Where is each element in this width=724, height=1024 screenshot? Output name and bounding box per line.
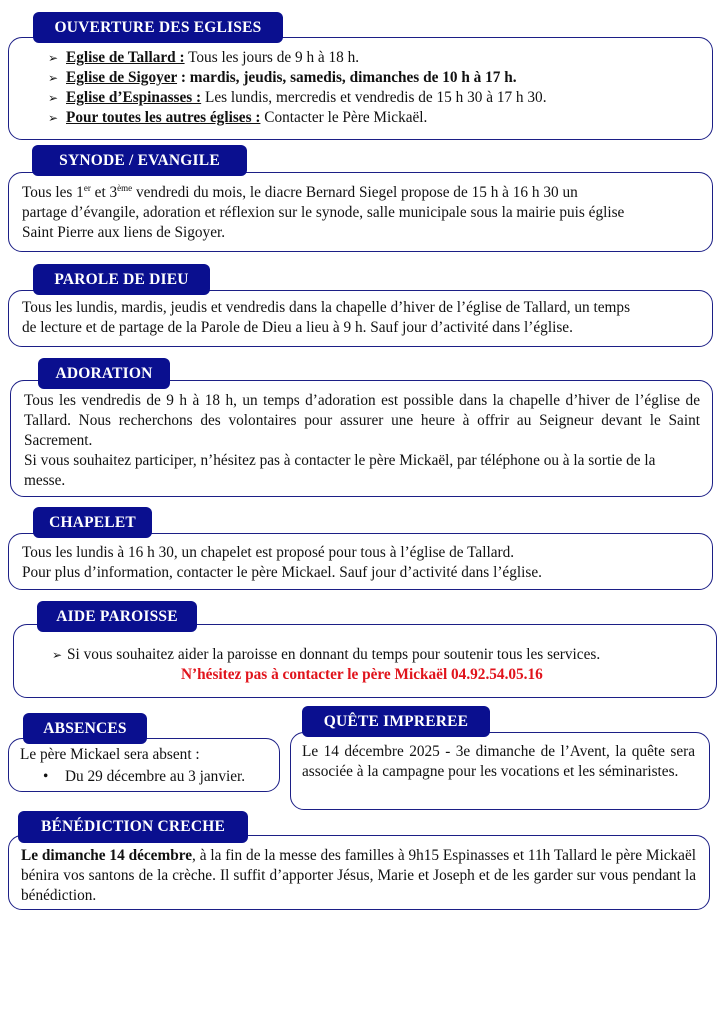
parole-line: Tous les lundis, mardis, jeudis et vendredis dans la chapelle d’hiver de l’église de Tallard, un temps — [22, 299, 631, 316]
section-title-parole: PAROLE DE DIEU — [33, 264, 210, 295]
arrow-bullet-icon: ➢ — [48, 51, 59, 65]
arrow-bullet-icon: ➢ — [48, 111, 59, 125]
chapelet-line: Pour plus d’information, contacter le père Mickael. Sauf jour d’activité dans l’église. — [22, 564, 542, 581]
adoration-paragraph: Tous les vendredis de 9 h à 18 h, un temps d’adoration est possible dans la chapelle d’hiver de l’église de Tallard. Nous recherchons des volontaires pour assurer une heure à offrir au Seigneur devant le Saint Sacrement. — [24, 392, 700, 449]
section-adoration — [10, 380, 713, 497]
list-item: ➢ Pour toutes les autres églises : Contacter le Père Mickaël. — [48, 109, 428, 126]
section-absences — [8, 738, 280, 792]
section-quete — [290, 732, 710, 810]
section-synode — [8, 172, 713, 252]
synode-line: Saint Pierre aux liens de Sigoyer. — [22, 224, 226, 241]
arrow-bullet-icon: ➢ — [48, 91, 59, 105]
section-title-quete: QUÊTE IMPREREE — [302, 706, 490, 737]
contact-phone: N’hésitez pas à contacter le père Mickaël 04.92.54.05.16 — [181, 666, 543, 683]
chapelet-line: Tous les lundis à 16 h 30, un chapelet est proposé pour tous à l’église de Tallard. — [22, 544, 515, 561]
synode-line: partage d’évangile, adoration et réflexion sur le synode, salle municipale sous la mairie puis église — [22, 204, 625, 221]
list-item: ➢ Eglise de Sigoyer : mardis, jeudis, samedis, dimanches de 10 h à 17 h. — [48, 69, 517, 86]
section-title-adoration: ADORATION — [38, 358, 170, 389]
section-parole — [8, 290, 713, 347]
section-benediction — [8, 835, 710, 910]
section-aide — [13, 624, 717, 698]
parole-line: de lecture et de partage de la Parole de Dieu a lieu à 9 h. Sauf jour d’activité dans l’église. — [22, 319, 573, 336]
section-title-chapelet: CHAPELET — [33, 507, 152, 538]
arrow-bullet-icon: ➢ — [52, 648, 63, 662]
section-title-benediction: BÉNÉDICTION CRECHE — [18, 811, 248, 843]
bullet-icon: • — [43, 768, 49, 785]
section-title-ouverture: OUVERTURE DES EGLISES — [33, 12, 283, 43]
adoration-paragraph: Si vous souhaitez participer, n’hésitez pas à contacter le père Mickaël, par téléphone ou à la sortie de la messe. — [24, 452, 656, 489]
list-item: ➢ Eglise de Tallard : Tous les jours de 9 h à 18 h. — [48, 49, 360, 66]
synode-line: Tous les 1er et 3ème vendredi du mois, le diacre Bernard Siegel propose de 15 h à 16 h 30 un — [22, 182, 578, 201]
list-item: ➢ Si vous souhaitez aider la paroisse en donnant du temps pour soutenir tous les services. — [52, 646, 601, 663]
section-title-absences: ABSENCES — [23, 713, 147, 744]
section-chapelet — [8, 533, 713, 590]
quete-text: Le 14 décembre 2025 - 3e dimanche de l’Avent, la quête sera associée à la campagne pour les vocations et les séminaristes. — [302, 743, 695, 780]
benediction-text: Le dimanche 14 décembre, à la fin de la messe des familles à 9h15 Espinasses et 11h Tallard le père Mickaël bénira vos santons de la crèche. Il suffit d’apporter Jésus, Marie et Joseph et de les garder sur vous pendant la bénédiction. — [21, 847, 696, 904]
section-ouverture — [8, 37, 713, 140]
section-title-synode: SYNODE / EVANGILE — [32, 145, 247, 176]
section-title-aide: AIDE PAROISSE — [37, 601, 197, 632]
arrow-bullet-icon: ➢ — [48, 71, 59, 85]
list-item: ➢ Eglise d’Espinasses : Les lundis, mercredis et vendredis de 15 h 30 à 17 h 30. — [48, 89, 547, 106]
list-item: • Du 29 décembre au 3 janvier. — [43, 768, 246, 785]
absences-line: Le père Mickael sera absent : — [20, 746, 200, 763]
